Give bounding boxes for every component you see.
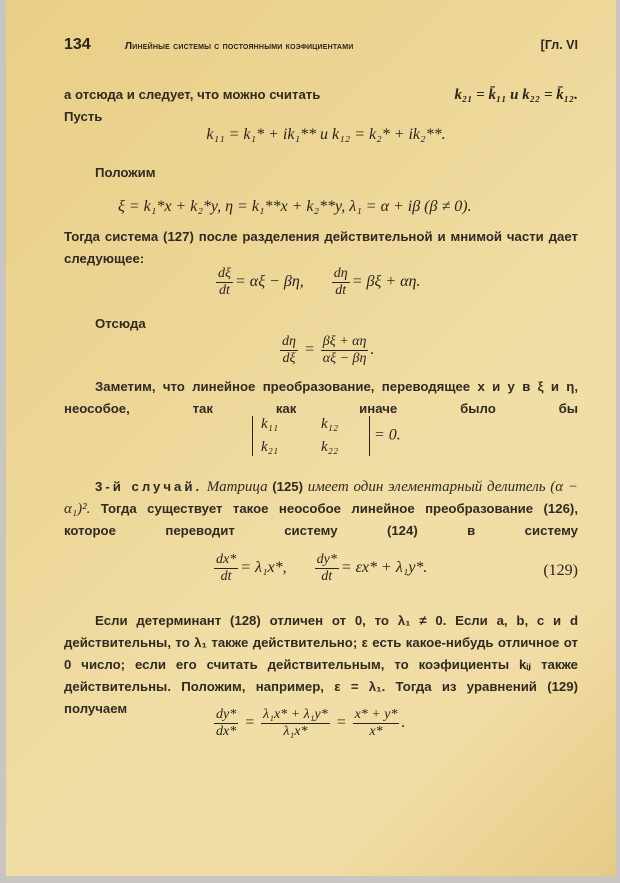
paragraph-3: Заметим, что линейное преобразование, переводящее x и y в ξ и η, неособое, так как иначе было бы (64, 379, 578, 416)
book-page (6, 0, 616, 876)
chapter-label: [Гл. VI (540, 38, 578, 52)
heading-otsyuda: Отсюда (95, 316, 146, 331)
equation-ratio: $\frac{d\eta}{d\xi}$ = $\frac{\beta\xi + \alpha\eta}{\alpha\xi - \beta\eta}$ . (282, 334, 375, 366)
equation-129: $\frac{dx*}{dt}$ = λ₁x*, $\frac{dy*}{dt}$ = εx* + λ₁y*. (129) (216, 552, 578, 584)
paragraph-1 (64, 84, 578, 128)
paragraph-2: Тогда система (127) после разделения действительной и мнимой части дает следующее: (64, 229, 578, 266)
heading-polozhim: Положим (95, 165, 156, 180)
equation-number: (129) (543, 562, 578, 579)
page-number: 134 (64, 36, 91, 53)
equation-xi-eta: ξ = k₁*x + k₂*y, η = k₁**x + k₂**y, λ₁ = α + iβ (β ≠ 0). (118, 198, 472, 215)
case-label: 3-й случай. (95, 479, 203, 494)
equation-k: k₁₁ = k₁* + ik₁** и k₁₂ = k₂* + ik₂**. (206, 126, 446, 143)
paragraph-text: а отсюда и следует, что можно считать (64, 87, 321, 102)
equation-system: $\frac{d\xi}{dt}$ = αξ − βη, $\frac{d\eta}{dt}$ = βξ + αη. (218, 266, 421, 298)
case-3-paragraph: 3-й случай. Матрица (125) имеет один элементарный делитель (α − α₁)². Тогда существует такое неособое линейное преобразование (126), которое переводит систему (124) в систему (64, 479, 578, 538)
page-header (64, 36, 578, 56)
running-title: Линейные системы с постоянными коэфициентами (124, 40, 354, 52)
paragraph-text: Пусть (64, 109, 103, 124)
paragraph-4: Если детерминант (128) отличен от 0, то λ₁ ≠ 0. Если a, b, c и d действительны, то λ₁ также действительно; ε есть какое-нибудь отличное от 0 число; если его считать действительным, то коэфициенты kᵢⱼ также действительны. Положим, например, ε = λ₁. Тогда из уравнений (129) получаем (64, 613, 578, 716)
determinant: k₁₁ k₁₂ k₂₁ k₂₂ = 0. (252, 416, 401, 456)
equation-final: $\frac{dy*}{dx*}$ = $\frac{\text{λ₁x* + λ₁y*}}{\text{λ₁x*}}$ = $\frac{x* + y*}{x*}$ . (216, 707, 406, 739)
math-inline: k₂₁ = k̄₁₁ и k₂₂ = k̄₁₂. (454, 87, 578, 103)
